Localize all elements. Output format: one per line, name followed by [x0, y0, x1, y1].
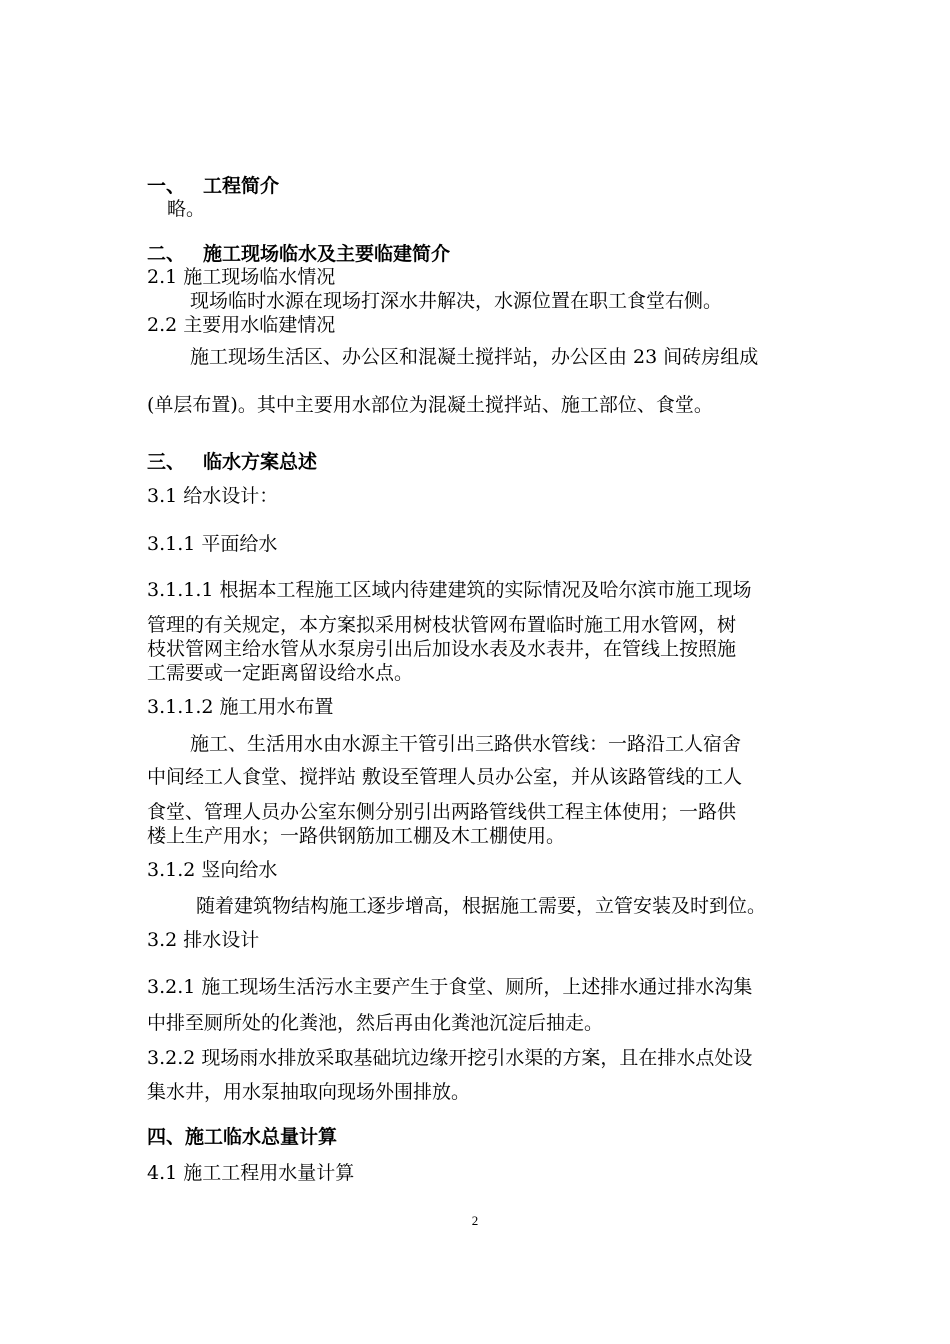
section-3-title: 临水方案总述: [203, 451, 318, 473]
para-3-1-1-1-line-1: 3.1.1.1 根据本工程施工区域内待建建筑的实际情况及哈尔滨市施工现场: [147, 579, 752, 601]
page-number: 2: [471, 1213, 479, 1228]
subsection-2-2-body-line-1: 施工现场生活区、办公区和混凝土搅拌站，办公区由 23 间砖房组成: [190, 346, 759, 368]
para-3-2-2-line-1: 3.2.2 现场雨水排放采取基础坑边缘开挖引水渠的方案，且在排水点处设: [147, 1047, 753, 1069]
subsection-4-1: 4.1 施工工程用水量计算: [147, 1162, 355, 1184]
section-2-number: 二、: [147, 243, 186, 265]
subsection-3-1-2: 3.1.2 竖向给水: [147, 859, 278, 881]
para-3-1-1-2-line-4: 楼上生产用水；一路供钢筋加工棚及木工棚使用。: [147, 825, 566, 847]
para-3-1-1-1-line-4: 工需要或一定距离留设给水点。: [147, 662, 414, 684]
subsection-2-2-body-line-2: (单层布置)。其中主要用水部位为混凝土搅拌站、施工部位、食堂。: [147, 394, 713, 416]
section-1-number: 一、: [147, 175, 186, 197]
subsection-2-1-body: 现场临时水源在现场打深水井解决，水源位置在职工食堂右侧。: [190, 290, 723, 312]
section-1-body: 略。: [167, 198, 206, 220]
subsection-3-1-1-2: 3.1.1.2 施工用水布置: [147, 696, 334, 718]
para-3-1-1-1-line-2: 管理的有关规定，本方案拟采用树枝状管网布置临时施工用水管网，树: [147, 614, 737, 636]
para-3-1-1-2-line-2: 中间经工人食堂、搅拌站 敷设至管理人员办公室，并从该路管线的工人: [147, 766, 743, 788]
subsection-3-1-1: 3.1.1 平面给水: [147, 533, 278, 555]
subsection-3-2: 3.2 排水设计: [147, 929, 260, 951]
section-2-title: 施工现场临水及主要临建简介: [203, 243, 451, 265]
subsection-3-1: 3.1 给水设计：: [147, 485, 279, 507]
section-3-heading: [147, 450, 317, 474]
section-1-heading: [147, 174, 279, 198]
section-4-heading: 四、施工临水总量计算: [147, 1126, 338, 1148]
section-3-number: 三、: [147, 451, 186, 473]
para-3-1-1-2-line-3: 食堂、管理人员办公室东侧分别引出两路管线供工程主体使用；一路供: [147, 801, 737, 823]
para-3-1-1-1-line-3: 枝状管网主给水管从水泵房引出后加设水表及水表井，在管线上按照施: [147, 638, 737, 660]
subsection-2-2: 2.2 主要用水临建情况: [147, 314, 336, 336]
subsection-2-1: 2.1 施工现场临水情况: [147, 266, 336, 288]
para-3-2-1-line-1: 3.2.1 施工现场生活污水主要产生于食堂、厕所，上述排水通过排水沟集: [147, 976, 753, 998]
section-2-heading: [147, 242, 450, 266]
para-3-2-2-line-2: 集水井，用水泵抽取向现场外围排放。: [147, 1081, 471, 1103]
para-3-2-1-line-2: 中排至厕所处的化粪池，然后再由化粪池沉淀后抽走。: [147, 1012, 604, 1034]
section-1-title: 工程简介: [203, 175, 280, 197]
para-3-1-2: 随着建筑物结构施工逐步增高，根据施工需要，立管安装及时到位。: [196, 895, 767, 917]
para-3-1-1-2-line-1: 施工、生活用水由水源主干管引出三路供水管线：一路沿工人宿舍: [190, 733, 742, 755]
